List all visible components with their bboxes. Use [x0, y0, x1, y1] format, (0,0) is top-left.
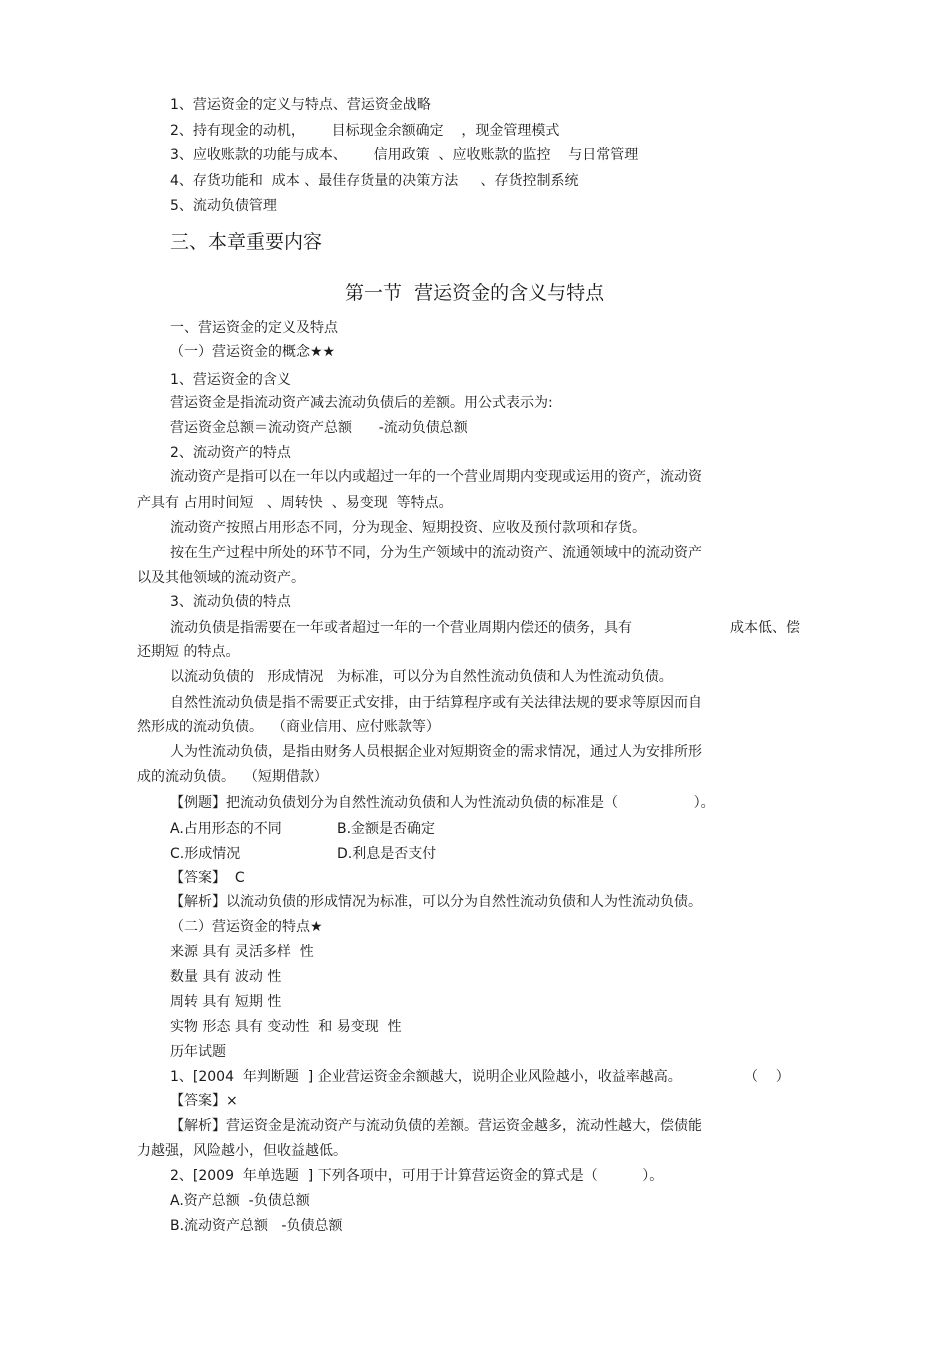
chapter-title: 第一节 营运资金的含义与特点	[345, 282, 605, 304]
formula: 营运资金总额＝流动资产总额 -流动负债总额	[170, 420, 468, 436]
example-option-c: C.形成情况	[170, 846, 241, 862]
past-exam-q2-option-b: B.流动资产总额 -负债总额	[170, 1218, 343, 1234]
cl-para3-line2: 然形成的流动负债。 （商业信用、应付账款等）	[137, 719, 440, 735]
cl-para3-line1: 自然性流动负债是指不需要正式安排，由于结算程序或有关法律法规的要求等原因而自	[170, 695, 702, 711]
example-question: 【例题】把流动负债划分为自然性流动负债和人为性流动负债的标准是（ ）。	[170, 795, 715, 811]
cl-heading: 3、流动负债的特点	[170, 594, 291, 610]
example-option-b: B.金额是否确定	[337, 821, 436, 837]
past-exam-q1-answer: 【答案】×	[170, 1093, 238, 1109]
feature-item: 数量 具有 波动 性	[170, 969, 282, 985]
cl-para1-line1-tail: 成本低、偿	[730, 620, 800, 636]
outline-item-3: 3、应收账款的功能与成本、 信用政策 、应收账款的监控 与日常管理	[170, 147, 639, 163]
past-exam-q2: 2、[2009 年单选题 ] 下列各项中，可用于计算营运资金的算式是（ ）。	[170, 1168, 664, 1184]
example-analysis: 【解析】以流动负债的形成情况为标准，可以分为自然性流动负债和人为性流动负债。	[170, 894, 702, 910]
concept-heading: （一）营运资金的概念★★	[170, 344, 336, 360]
ca-para2: 流动资产按照占用形态不同，分为现金、短期投资、应收及预付款项和存货。	[170, 520, 646, 536]
cl-para4-line2: 成的流动负债。 （短期借款）	[137, 769, 328, 785]
ca-para1-line1: 流动资产是指可以在一年以内或超过一年的一个营业周期内变现或运用的资产，流动资	[170, 469, 702, 485]
past-exam-q1-analysis-line2: 力越强，风险越小，但收益越低。	[137, 1143, 347, 1159]
def-heading: 1、营运资金的含义	[170, 372, 291, 388]
example-option-d: D.利息是否支付	[337, 846, 437, 862]
past-exam-q1-bracket: （ ）	[744, 1069, 790, 1085]
ca-para3-line2: 以及其他领域的流动资产。	[137, 570, 305, 586]
ca-para1-line2: 产具有 占用时间短 、周转快 、易变现 等特点。	[137, 495, 453, 511]
part1-heading: 一、营运资金的定义及特点	[170, 320, 338, 336]
outline-item-1: 1、营运资金的定义与特点、营运资金战略	[170, 97, 431, 113]
cl-para1-line1: 流动负债是指需要在一年或者超过一年的一个营业周期内偿还的债务，具有	[170, 620, 632, 636]
past-exams-heading: 历年试题	[170, 1044, 226, 1060]
feature-item: 周转 具有 短期 性	[170, 994, 282, 1010]
feature-item: 实物 形态 具有 变动性 和 易变现 性	[170, 1019, 402, 1035]
cl-para1-line2: 还期短 的特点。	[137, 644, 240, 660]
outline-item-5: 5、流动负债管理	[170, 198, 277, 214]
past-exam-q1-analysis-line1: 【解析】营运资金是流动资产与流动负债的差额。营运资金越多，流动性越大，偿债能	[170, 1118, 702, 1134]
outline-item-4: 4、存货功能和 成本 、最佳存货量的决策方法 、存货控制系统	[170, 173, 579, 189]
outline-item-2: 2、持有现金的动机， 目标现金余额确定 ，现金管理模式	[170, 123, 560, 139]
example-option-a: A.占用形态的不同	[170, 821, 282, 837]
def-text: 营运资金是指流动资产减去流动负债后的差额。用公式表示为:	[170, 395, 553, 411]
past-exam-q1: 1、[2004 年判断题 ] 企业营运资金余额越大，说明企业风险越小，收益率越高。	[170, 1069, 682, 1085]
cl-para2: 以流动负债的 形成情况 为标准，可以分为自然性流动负债和人为性流动负债。	[170, 669, 673, 685]
past-exam-q2-option-a: A.资产总额 -负债总额	[170, 1193, 310, 1209]
section-heading: 三、本章重要内容	[170, 231, 323, 253]
cl-para4-line1: 人为性流动负债，是指由财务人员根据企业对短期资金的需求情况，通过人为安排所形	[170, 744, 702, 760]
example-answer: 【答案】 C	[170, 870, 245, 886]
features-heading: （二）营运资金的特点★	[170, 919, 323, 935]
ca-heading: 2、流动资产的特点	[170, 445, 291, 461]
ca-para3-line1: 按在生产过程中所处的环节不同，分为生产领域中的流动资产、流通领域中的流动资产	[170, 545, 702, 561]
feature-item: 来源 具有 灵活多样 性	[170, 944, 314, 960]
